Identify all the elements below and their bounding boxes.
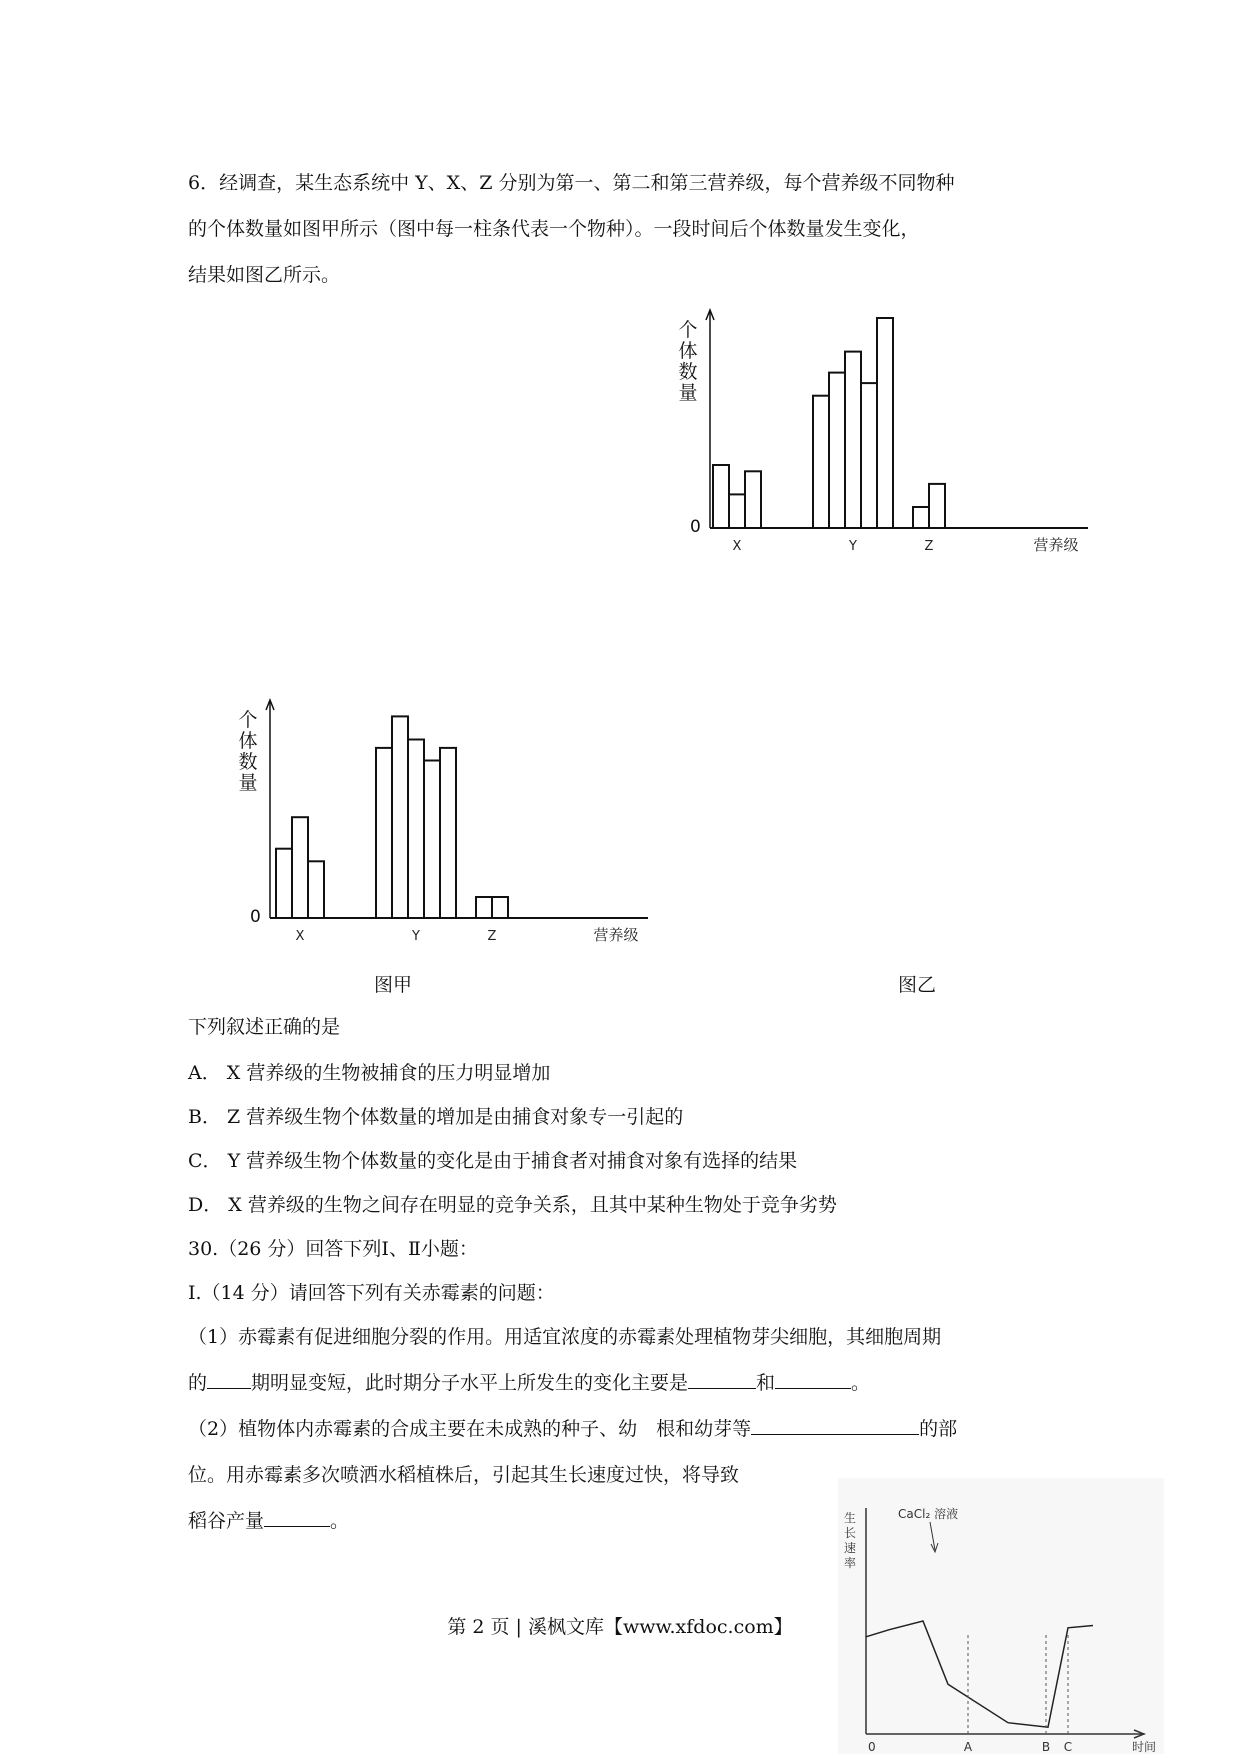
caption-yi: 图乙	[898, 974, 937, 996]
s1-text-a: 的	[188, 1372, 208, 1394]
x-tick-label: Y	[849, 539, 857, 554]
bar	[861, 383, 877, 528]
y-axis-label-char: 个	[238, 709, 258, 731]
blank-2[interactable]	[688, 1370, 756, 1389]
bar	[492, 897, 508, 918]
option-c: C． Y 营养级生物个体数量的变化是由于捕食者对捕食对象有选择的结果	[188, 1150, 798, 1172]
s1-text-d: 。	[851, 1372, 871, 1394]
bar	[745, 471, 761, 528]
x-axis-label: 时间	[1132, 1740, 1157, 1754]
q6-line-1: 6．经调查，某生态系统中 Y、X、Z 分别为第一、第二和第三营养级，每个营养级不同物种	[188, 172, 955, 194]
q30-s2-line2: 位。用赤霉素多次喷洒水稻植株后，引起其生长速度过快，将导致	[188, 1464, 740, 1486]
y-axis-label-char: 量	[678, 382, 698, 404]
y-axis-label-char: 数	[238, 751, 258, 773]
bar	[440, 748, 456, 918]
bar	[813, 396, 829, 528]
y-axis-label-char: 体	[238, 730, 258, 752]
x-tick-label: X	[732, 539, 742, 554]
q30-s2-line1	[188, 1414, 957, 1441]
bar	[392, 716, 408, 918]
bar	[308, 861, 324, 918]
x-tick-label: A	[963, 1740, 973, 1754]
s2-text-a: （2）植物体内赤霉素的合成主要在未成熟的种子、幼 根和幼芽等	[188, 1418, 752, 1440]
bar	[292, 817, 308, 918]
y-axis-label-char: 生	[843, 1511, 857, 1525]
bar	[476, 897, 492, 918]
x-tick-label: X	[295, 929, 305, 944]
q6-prompt: 下列叙述正确的是	[188, 1016, 341, 1038]
s2-text-d: 。	[330, 1510, 350, 1532]
s1-text-c: 和	[756, 1372, 776, 1394]
chart-yi	[668, 308, 1098, 558]
q30-s1-line1: （1）赤霉素有促进细胞分裂的作用。用适宜浓度的赤霉素处理植物芽尖细胞，其细胞周期	[188, 1326, 942, 1348]
s2-text-b: 的部	[919, 1418, 958, 1440]
y-axis-label-char: 个	[678, 319, 698, 341]
page-footer: 第 2 页 | 溪枫文库【www.xfdoc.com】	[447, 1616, 793, 1638]
x-tick-label: Z	[924, 539, 934, 554]
x-tick-label: Z	[487, 929, 497, 944]
bar	[877, 318, 893, 528]
q6-line-3: 结果如图乙所示。	[188, 264, 341, 286]
option-b: B． Z 营养级生物个体数量的增加是由捕食对象专一引起的	[188, 1106, 684, 1128]
x-axis-label: 营养级	[1033, 536, 1079, 554]
bar	[276, 849, 292, 918]
q30-part1-title: Ⅰ.（14 分）请回答下列有关赤霉素的问题：	[188, 1282, 555, 1304]
y-axis-label-char: 数	[678, 361, 698, 383]
bar	[713, 465, 729, 528]
bar	[913, 507, 929, 528]
bar	[729, 494, 745, 528]
y-axis-label-char: 体	[678, 340, 698, 362]
blank-5[interactable]	[264, 1508, 330, 1527]
y-axis-label-char: 长	[843, 1526, 857, 1540]
option-d: D． X 营养级的生物之间存在明显的竞争关系，且其中某种生物处于竞争劣势	[188, 1194, 837, 1216]
annotation-label: CaCl₂ 溶液	[898, 1507, 959, 1521]
chart-jia	[228, 698, 658, 948]
origin-label: 0	[250, 907, 261, 927]
bar	[424, 761, 440, 919]
annotation-arrow	[930, 1522, 935, 1550]
bar	[829, 373, 845, 528]
option-a: A． X 营养级的生物被捕食的压力明显增加	[188, 1062, 551, 1084]
q30-s1-line2	[188, 1368, 870, 1395]
x-tick-label: B	[1041, 1740, 1051, 1754]
blank-3[interactable]	[775, 1370, 851, 1389]
bar	[929, 484, 945, 528]
y-axis-label-char: 率	[843, 1556, 857, 1570]
bar	[376, 748, 392, 918]
y-axis-label-char: 速	[843, 1541, 857, 1555]
origin-label: 0	[690, 517, 701, 537]
blank-4[interactable]	[751, 1416, 919, 1435]
bar	[408, 740, 424, 919]
x-tick-label: C	[1063, 1740, 1073, 1754]
q30-title: 30.（26 分）回答下列Ⅰ、Ⅱ小题：	[188, 1238, 478, 1260]
origin-label: 0	[868, 1740, 876, 1754]
blank-1[interactable]	[207, 1370, 251, 1389]
y-axis-label-char: 量	[238, 772, 258, 794]
s2-text-c: 稻谷产量	[188, 1510, 265, 1532]
s1-text-b: 期明显变短，此时期分子水平上所发生的变化主要是	[251, 1372, 689, 1394]
caption-jia: 图甲	[374, 974, 413, 996]
q30-s2-line3	[188, 1506, 349, 1533]
q6-line-2: 的个体数量如图甲所示（图中每一柱条代表一个物种）。一段时间后个体数量发生变化，	[188, 218, 920, 240]
bar	[845, 352, 861, 528]
x-axis-label: 营养级	[593, 926, 639, 944]
x-tick-label: Y	[412, 929, 420, 944]
